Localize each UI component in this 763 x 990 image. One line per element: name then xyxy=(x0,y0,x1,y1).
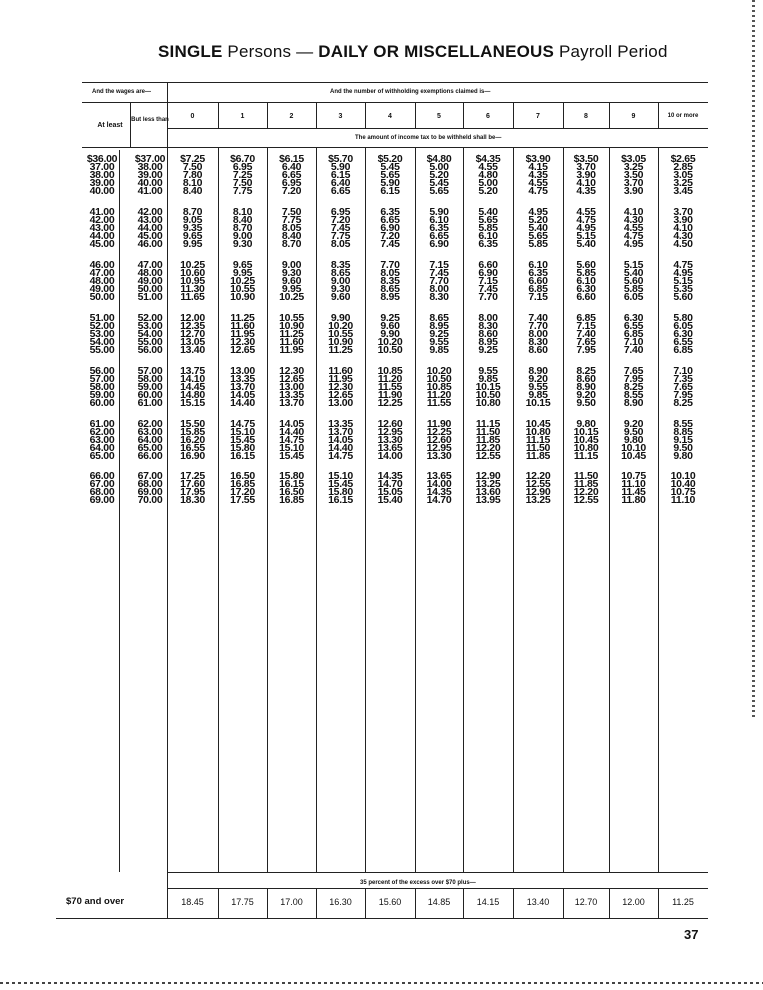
wage-at-least-group-5: 61.00 62.00 63.00 64.00 65.00 xyxy=(89,418,115,463)
rule-col-body-7 xyxy=(513,148,514,872)
rule-col-body-5 xyxy=(415,148,416,872)
tax-cell-group-5-col-8: 9.80 10.15 10.45 10.80 11.15 xyxy=(573,418,599,463)
rule-top xyxy=(82,82,708,83)
tax-cell-group-0-col-7: $3.90 4.15 4.35 4.55 4.75 xyxy=(525,153,551,198)
exemption-header-10: 10 or more xyxy=(667,113,699,119)
footer-value-6: 14.15 xyxy=(476,897,500,907)
rule-col-body-8 xyxy=(563,148,564,872)
page-number: 37 xyxy=(684,927,699,942)
tax-cell-group-2-col-7: 6.10 6.35 6.60 6.85 7.15 xyxy=(528,259,548,304)
tax-cell-group-4-col-3: 11.60 11.95 12.30 12.65 13.00 xyxy=(328,365,353,410)
header-amount-withheld: The amount of income tax to be withheld shall be— xyxy=(355,135,502,141)
tax-cell-group-0-col-8: $3.50 3.70 3.90 4.10 4.35 xyxy=(573,153,599,198)
wage-at-least-group-1: 41.00 42.00 43.00 44.00 45.00 xyxy=(89,206,115,251)
footer-value-3: 16.30 xyxy=(329,897,352,907)
tax-cell-group-5-col-9: 9.20 9.50 9.80 10.10 10.45 xyxy=(621,418,646,463)
rule-footer-top xyxy=(167,872,708,873)
tax-cell-group-1-col-2: 7.50 7.75 8.05 8.40 8.70 xyxy=(281,206,302,251)
tax-cell-group-4-col-6: 9.55 9.85 10.15 10.50 10.80 xyxy=(475,365,501,410)
tax-cell-group-0-col-10: $2.65 2.85 3.05 3.25 3.45 xyxy=(670,153,696,198)
tax-cell-group-1-col-4: 6.35 6.65 6.90 7.20 7.45 xyxy=(380,206,400,251)
title-payroll: Payroll Period xyxy=(554,42,668,61)
tax-cell-group-6-col-10: 10.10 10.40 10.75 11.10 xyxy=(670,470,696,507)
tax-cell-group-1-col-10: 3.70 3.90 4.10 4.30 4.50 xyxy=(673,206,693,251)
footer-value-0: 18.45 xyxy=(181,897,204,907)
tax-cell-group-5-col-7: 10.45 10.80 11.15 11.50 11.85 xyxy=(525,418,551,463)
header-at-least: At least xyxy=(97,122,123,129)
wage-at-least-group-6: 66.00 67.00 68.00 69.00 xyxy=(89,470,115,507)
header-wages-are: And the wages are— xyxy=(92,89,152,95)
header-exemptions-claimed: And the number of withholding exemptions claimed is— xyxy=(330,89,491,95)
tax-cell-group-4-col-10: 7.10 7.35 7.65 7.95 8.25 xyxy=(673,365,693,410)
tax-cell-group-6-col-5: 13.65 14.00 14.35 14.70 xyxy=(426,470,452,507)
tax-cell-group-5-col-0: 15.50 15.85 16.20 16.55 16.90 xyxy=(180,418,205,463)
tax-cell-group-6-col-8: 11.50 11.85 12.20 12.55 xyxy=(573,470,599,507)
tax-cell-group-6-col-4: 14.35 14.70 15.05 15.40 xyxy=(377,470,403,507)
tax-cell-group-6-col-1: 16.50 16.85 17.20 17.55 xyxy=(230,470,255,507)
tax-cell-group-0-col-0: $7.25 7.50 7.80 8.10 8.40 xyxy=(180,153,205,198)
exemption-header-8: 8 xyxy=(584,113,588,120)
tax-cell-group-2-col-9: 5.15 5.40 5.60 5.85 6.05 xyxy=(623,259,644,304)
wage-but-less-group-6: 67.00 68.00 69.00 70.00 xyxy=(137,470,163,507)
rule-exemption-labels xyxy=(167,128,708,129)
tax-cell-group-5-col-1: 14.75 15.10 15.45 15.80 16.15 xyxy=(230,418,255,463)
tax-cell-group-2-col-1: 9.65 9.95 10.25 10.55 10.90 xyxy=(230,259,255,304)
tax-cell-group-2-col-3: 8.35 8.65 9.00 9.30 9.60 xyxy=(330,259,351,304)
exemption-header-7: 7 xyxy=(536,113,540,120)
tax-cell-group-0-col-5: $4.80 5.00 5.20 5.45 5.65 xyxy=(426,153,452,198)
tax-cell-group-1-col-5: 5.90 6.10 6.35 6.65 6.90 xyxy=(429,206,449,251)
exemption-header-0: 0 xyxy=(190,113,195,120)
tax-cell-group-4-col-4: 10.85 11.20 11.55 11.90 12.25 xyxy=(377,365,403,410)
footer-note: 35 percent of the excess over $70 plus— xyxy=(360,880,476,886)
wage-but-less-group-0: $37.00 38.00 39.00 40.00 41.00 xyxy=(134,153,166,198)
page-title xyxy=(158,42,718,62)
tax-cell-group-5-col-2: 14.05 14.40 14.75 15.10 15.45 xyxy=(279,418,304,463)
tax-cell-group-3-col-8: 6.85 7.15 7.40 7.65 7.95 xyxy=(576,312,596,357)
rule-footer-mid xyxy=(167,888,708,889)
rule-col-body-4 xyxy=(365,148,366,872)
title-daily: DAILY OR MISCELLANEOUS xyxy=(318,42,555,61)
tax-cell-group-6-col-0: 17.25 17.60 17.95 18.30 xyxy=(180,470,205,507)
tax-cell-group-1-col-3: 6.95 7.20 7.45 7.75 8.05 xyxy=(330,206,351,251)
tax-cell-group-0-col-6: $4.35 4.55 4.80 5.00 5.20 xyxy=(475,153,501,198)
tax-cell-group-2-col-8: 5.60 5.85 6.10 6.30 6.60 xyxy=(576,259,596,304)
footer-value-7: 13.40 xyxy=(526,897,550,907)
footer-value-8: 12.70 xyxy=(574,897,598,907)
tax-cell-group-0-col-4: $5.20 5.45 5.65 5.90 6.15 xyxy=(377,153,403,198)
footer-value-1: 17.75 xyxy=(231,897,254,907)
tax-cell-group-6-col-2: 15.80 16.15 16.50 16.85 xyxy=(279,470,304,507)
footer-value-4: 15.60 xyxy=(378,897,402,907)
rule-bottom xyxy=(56,918,708,919)
tax-cell-group-4-col-2: 12.30 12.65 13.00 13.35 13.70 xyxy=(279,365,304,410)
tax-cell-group-6-col-6: 12.90 13.25 13.60 13.95 xyxy=(475,470,501,507)
tax-cell-group-2-col-6: 6.60 6.90 7.15 7.45 7.70 xyxy=(478,259,498,304)
wage-but-less-group-3: 52.00 53.00 54.00 55.00 56.00 xyxy=(137,312,163,357)
tax-cell-group-1-col-8: 4.55 4.75 4.95 5.15 5.40 xyxy=(576,206,596,251)
rule-col-body-2 xyxy=(267,148,268,872)
tax-cell-group-3-col-2: 10.55 10.90 11.25 11.60 11.95 xyxy=(279,312,304,357)
tax-cell-group-3-col-7: 7.40 7.70 8.00 8.30 8.60 xyxy=(528,312,548,357)
tax-cell-group-6-col-7: 12.20 12.55 12.90 13.25 xyxy=(525,470,551,507)
tax-cell-group-4-col-5: 10.20 10.50 10.85 11.20 11.55 xyxy=(426,365,452,410)
tax-cell-group-2-col-4: 7.70 8.05 8.35 8.65 8.95 xyxy=(380,259,400,304)
tax-cell-group-6-col-3: 15.10 15.45 15.80 16.15 xyxy=(328,470,353,507)
footer-value-9: 12.00 xyxy=(622,897,645,907)
tax-cell-group-2-col-2: 9.00 9.30 9.60 9.95 10.25 xyxy=(279,259,304,304)
tax-cell-group-5-col-5: 11.90 12.25 12.60 12.95 13.30 xyxy=(426,418,452,463)
rule-col-body-10 xyxy=(658,148,659,872)
tax-cell-group-4-col-0: 13.75 14.10 14.45 14.80 15.15 xyxy=(180,365,205,410)
header-but-less-than: But less than xyxy=(131,117,169,123)
tax-cell-group-5-col-4: 12.60 12.95 13.30 13.65 14.00 xyxy=(377,418,403,463)
wage-but-less-group-2: 47.00 48.00 49.00 50.00 51.00 xyxy=(137,259,163,304)
tax-cell-group-1-col-7: 4.95 5.20 5.40 5.65 5.85 xyxy=(528,206,548,251)
title-persons: Persons — xyxy=(222,42,319,61)
tax-cell-group-5-col-10: 8.55 8.85 9.15 9.50 9.80 xyxy=(673,418,693,463)
tax-cell-group-3-col-10: 5.80 6.05 6.30 6.55 6.85 xyxy=(673,312,693,357)
tax-cell-group-3-col-0: 12.00 12.35 12.70 13.05 13.40 xyxy=(180,312,205,357)
tax-cell-group-2-col-10: 4.75 4.95 5.15 5.35 5.60 xyxy=(673,259,693,304)
footer-value-5: 14.85 xyxy=(427,897,451,907)
wage-but-less-group-5: 62.00 63.00 64.00 65.00 66.00 xyxy=(137,418,163,463)
tax-cell-group-5-col-3: 13.35 13.70 14.05 14.40 14.75 xyxy=(328,418,353,463)
rule-col-body-9 xyxy=(609,148,610,872)
exemption-header-3: 3 xyxy=(338,113,343,120)
scan-edge-bottom xyxy=(0,982,763,984)
exemption-header-2: 2 xyxy=(289,113,294,120)
footer-wage-label: $70 and over xyxy=(66,896,125,907)
exemption-header-1: 1 xyxy=(240,113,245,120)
footer-value-2: 17.00 xyxy=(280,897,303,907)
wage-at-least-group-2: 46.00 47.00 48.00 49.00 50.00 xyxy=(89,259,115,304)
tax-cell-group-3-col-6: 8.00 8.30 8.60 8.95 9.25 xyxy=(478,312,498,357)
tax-cell-group-6-col-9: 10.75 11.10 11.45 11.80 xyxy=(621,470,646,507)
footer-value-10: 11.25 xyxy=(672,897,694,907)
wage-at-least-group-3: 51.00 52.00 53.00 54.00 55.00 xyxy=(89,312,115,357)
tax-cell-group-1-col-1: 8.10 8.40 8.70 9.00 9.30 xyxy=(232,206,253,251)
tax-cell-group-5-col-6: 11.15 11.50 11.85 12.20 12.55 xyxy=(475,418,501,463)
rule-col-body-1 xyxy=(218,148,219,872)
tax-cell-group-0-col-9: $3.05 3.25 3.50 3.70 3.90 xyxy=(621,153,646,198)
tax-cell-group-3-col-1: 11.25 11.60 11.95 12.30 12.65 xyxy=(230,312,255,357)
tax-cell-group-3-col-4: 9.25 9.60 9.90 10.20 10.50 xyxy=(377,312,403,357)
exemption-header-6: 6 xyxy=(486,113,490,120)
wage-at-least-group-0: $36.00 37.00 38.00 39.00 40.00 xyxy=(86,153,118,198)
tax-cell-group-4-col-9: 7.65 7.95 8.25 8.55 8.90 xyxy=(623,365,644,410)
tax-cell-group-1-col-6: 5.40 5.65 5.85 6.10 6.35 xyxy=(478,206,498,251)
wage-but-less-group-4: 57.00 58.00 59.00 60.00 61.00 xyxy=(137,365,163,410)
rule-col-body-6 xyxy=(463,148,464,872)
exemption-header-5: 5 xyxy=(437,113,441,120)
rule-col-body-3 xyxy=(316,148,317,872)
tax-cell-group-3-col-3: 9.90 10.20 10.55 10.90 11.25 xyxy=(328,312,353,357)
title-single: SINGLE xyxy=(158,42,223,61)
exemption-header-4: 4 xyxy=(388,113,392,120)
scan-edge-right xyxy=(752,0,755,720)
tax-cell-group-3-col-9: 6.30 6.55 6.85 7.10 7.40 xyxy=(623,312,644,357)
tax-cell-group-1-col-0: 8.70 9.05 9.35 9.65 9.95 xyxy=(182,206,203,251)
rule-left-body xyxy=(119,150,120,872)
tax-cell-group-1-col-9: 4.10 4.30 4.55 4.75 4.95 xyxy=(623,206,644,251)
rule-header-mid xyxy=(82,102,708,103)
tax-cell-group-2-col-5: 7.15 7.45 7.70 8.00 8.30 xyxy=(429,259,449,304)
tax-cell-group-4-col-8: 8.25 8.60 8.90 9.20 9.50 xyxy=(576,365,596,410)
wage-but-less-group-1: 42.00 43.00 44.00 45.00 46.00 xyxy=(137,206,163,251)
rule-header-bottom xyxy=(82,147,708,148)
tax-cell-group-0-col-1: $6.70 6.95 7.25 7.50 7.75 xyxy=(230,153,255,198)
exemption-header-9: 9 xyxy=(631,113,636,120)
tax-cell-group-4-col-7: 8.90 9.20 9.55 9.85 10.15 xyxy=(525,365,551,410)
tax-cell-group-0-col-3: $5.70 5.90 6.15 6.40 6.65 xyxy=(328,153,353,198)
tax-cell-group-3-col-5: 8.65 8.95 9.25 9.55 9.85 xyxy=(429,312,449,357)
tax-cell-group-0-col-2: $6.15 6.40 6.65 6.95 7.20 xyxy=(279,153,304,198)
tax-cell-group-2-col-0: 10.25 10.60 10.95 11.30 11.65 xyxy=(180,259,205,304)
tax-cell-group-4-col-1: 13.00 13.35 13.70 14.05 14.40 xyxy=(230,365,255,410)
wage-at-least-group-4: 56.00 57.00 58.00 59.00 60.00 xyxy=(89,365,115,410)
